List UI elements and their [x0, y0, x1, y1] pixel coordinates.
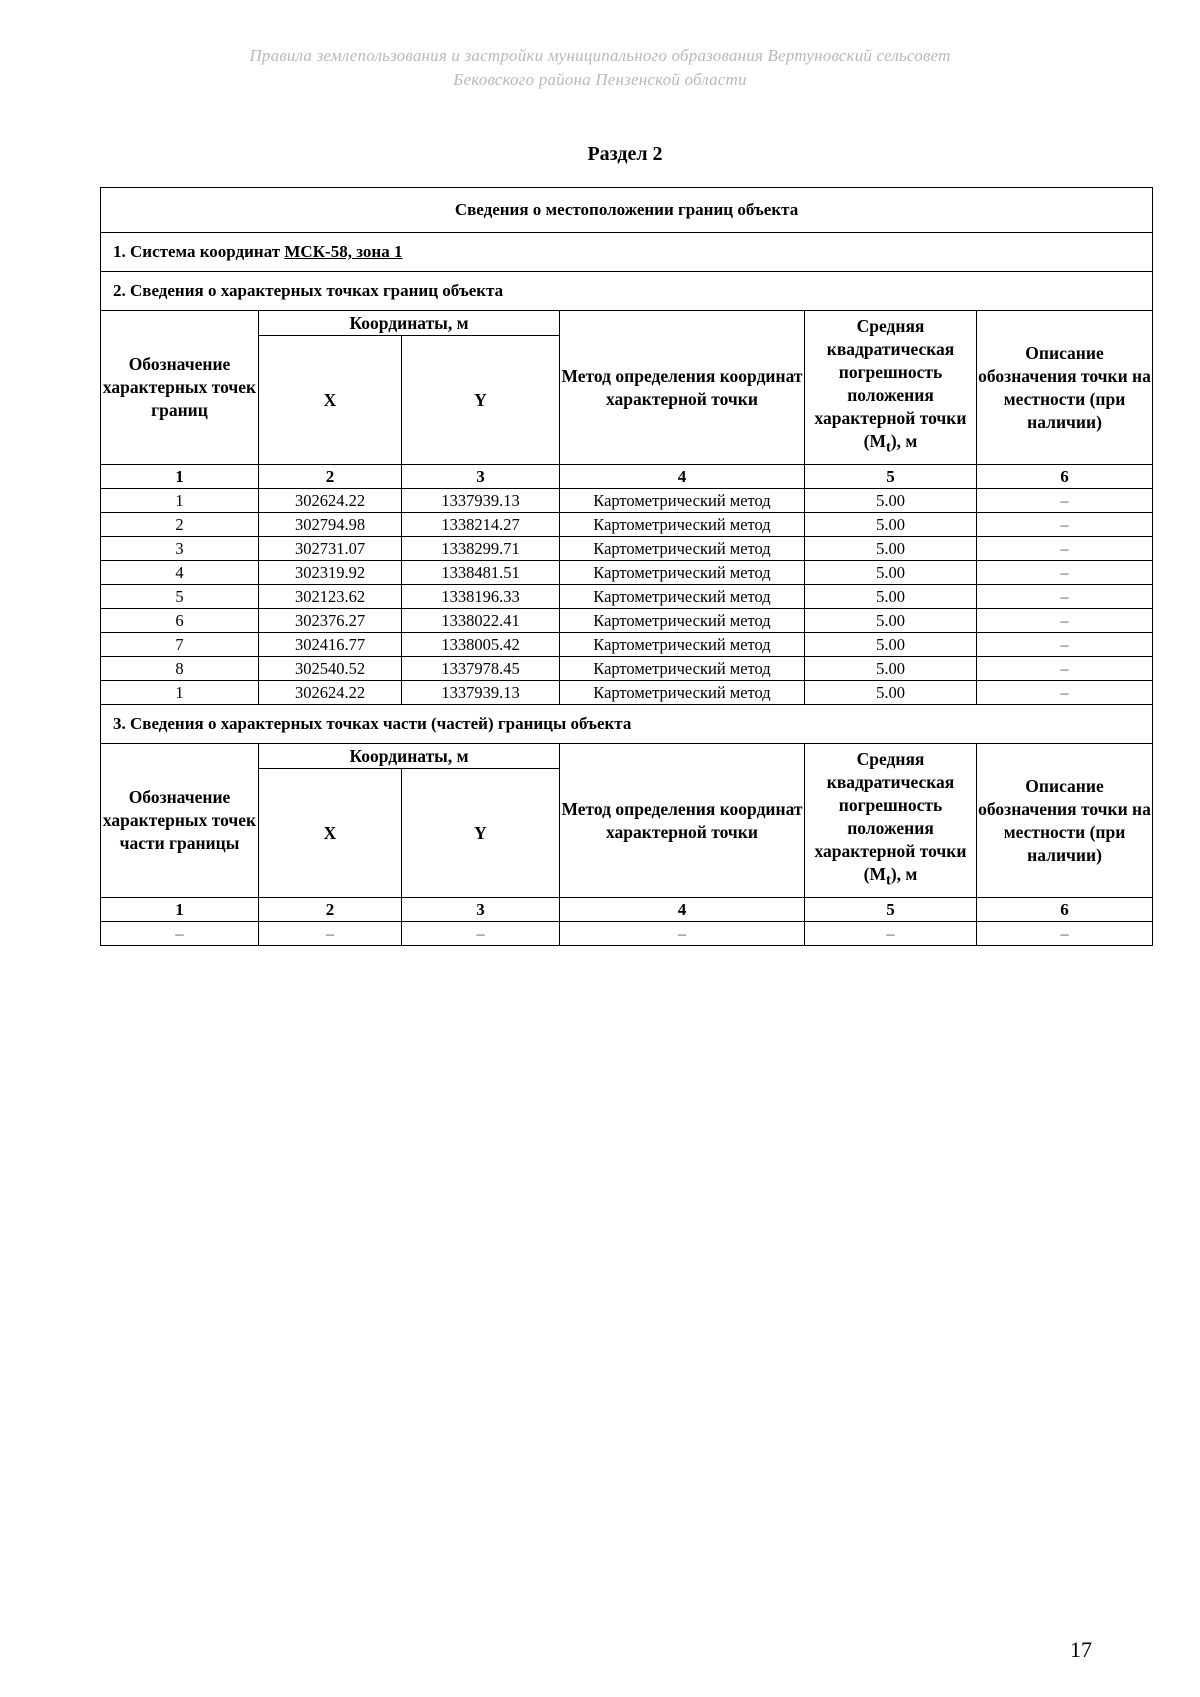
table-row [101, 609, 1153, 633]
table-row [101, 537, 1153, 561]
col-number: 4 [560, 898, 805, 922]
description: – [977, 633, 1153, 657]
description: – [977, 513, 1153, 537]
col-error-suffix: ), м [890, 864, 918, 885]
coord-x: – [259, 922, 402, 946]
col-error-sub: t [886, 872, 891, 889]
method: Картометрический метод [560, 585, 805, 609]
point-id: 2 [101, 513, 259, 537]
coord-y: 1338481.51 [402, 561, 560, 585]
col-description-header: Описание обозначения точки на местности (при наличии) [977, 744, 1153, 898]
method: Картометрический метод [560, 609, 805, 633]
col-designation-header: Обозначение характерных точек границ [101, 311, 259, 465]
col-number: 6 [977, 465, 1153, 489]
coord-x: 302319.92 [259, 561, 402, 585]
method: Картометрический метод [560, 657, 805, 681]
col-error-sub: t [886, 439, 891, 456]
error: 5.00 [805, 537, 977, 561]
col-coords-header: Координаты, м [259, 744, 560, 769]
coord-x: 302731.07 [259, 537, 402, 561]
table-row [101, 513, 1153, 537]
method: Картометрический метод [560, 633, 805, 657]
col-error-suffix: ), м [890, 431, 918, 452]
error: 5.00 [805, 585, 977, 609]
coord-x: 302794.98 [259, 513, 402, 537]
point-id: 1 [101, 489, 259, 513]
col-error-header [805, 311, 977, 465]
method: Картометрический метод [560, 681, 805, 705]
col-number: 3 [402, 898, 560, 922]
table-row [101, 561, 1153, 585]
col-error-header [805, 744, 977, 898]
table-row [101, 922, 1153, 946]
column-number-row [101, 465, 1153, 489]
coord-system-value: МСК-58, зона 1 [284, 242, 403, 261]
error: 5.00 [805, 513, 977, 537]
col-method-header: Метод определения координат характерной точки [560, 311, 805, 465]
coord-y: 1337978.45 [402, 657, 560, 681]
col-error-main: Средняя квадратическая погрешность положения характерной точки (M [814, 316, 967, 452]
description: – [977, 609, 1153, 633]
coord-x: 302624.22 [259, 489, 402, 513]
error: 5.00 [805, 609, 977, 633]
coord-x: 302624.22 [259, 681, 402, 705]
method: Картометрический метод [560, 561, 805, 585]
error: 5.00 [805, 681, 977, 705]
error: 5.00 [805, 489, 977, 513]
coord-y: 1337939.13 [402, 489, 560, 513]
col-description-header: Описание обозначения точки на местности (при наличии) [977, 311, 1153, 465]
coord-system-row [101, 233, 1153, 272]
col-y-header: Y [402, 336, 560, 465]
col-x-header: X [259, 769, 402, 898]
header-line-2: Бековского района Пензенской области [453, 70, 747, 89]
coord-system-prefix: 1. Система координат [113, 242, 281, 261]
error: 5.00 [805, 561, 977, 585]
col-number: 2 [259, 465, 402, 489]
coord-x: 302416.77 [259, 633, 402, 657]
header-line-1: Правила землепользования и застройки муниципального образования Вертуновский сельсовет [249, 46, 951, 65]
description: – [977, 489, 1153, 513]
table-row [101, 489, 1153, 513]
coord-x: 302376.27 [259, 609, 402, 633]
boundary-table [100, 187, 1153, 946]
point-id: 1 [101, 681, 259, 705]
method: Картометрический метод [560, 537, 805, 561]
table-row [101, 633, 1153, 657]
error: 5.00 [805, 633, 977, 657]
point-id: 4 [101, 561, 259, 585]
error: 5.00 [805, 657, 977, 681]
col-number: 6 [977, 898, 1153, 922]
description: – [977, 657, 1153, 681]
coord-x: 302123.62 [259, 585, 402, 609]
section-3-title: 3. Сведения о характерных точках части (частей) границы объекта [101, 705, 1153, 744]
page-number: 17 [1070, 1637, 1092, 1662]
coord-y: 1338022.41 [402, 609, 560, 633]
page-header [0, 44, 1200, 92]
point-id: 8 [101, 657, 259, 681]
col-method-header: Метод определения координат характерной точки [560, 744, 805, 898]
section-title: Раздел 2 [587, 143, 663, 165]
col-x-header: X [259, 336, 402, 465]
coord-x: 302540.52 [259, 657, 402, 681]
col-number: 2 [259, 898, 402, 922]
table-row [101, 657, 1153, 681]
col-error-main: Средняя квадратическая погрешность положения характерной точки (M [814, 749, 967, 885]
description: – [977, 681, 1153, 705]
description: – [977, 585, 1153, 609]
table-row [101, 585, 1153, 609]
method: – [560, 922, 805, 946]
point-id: 3 [101, 537, 259, 561]
point-id: 5 [101, 585, 259, 609]
col-number: 4 [560, 465, 805, 489]
col-number: 5 [805, 898, 977, 922]
table-row [101, 681, 1153, 705]
method: Картометрический метод [560, 513, 805, 537]
point-id: – [101, 922, 259, 946]
col-designation-part-header: Обозначение характерных точек части границы [101, 744, 259, 898]
col-number: 5 [805, 465, 977, 489]
description: – [977, 922, 1153, 946]
coord-y: 1338214.27 [402, 513, 560, 537]
method: Картометрический метод [560, 489, 805, 513]
coord-y: 1338299.71 [402, 537, 560, 561]
point-id: 7 [101, 633, 259, 657]
error: – [805, 922, 977, 946]
description: – [977, 561, 1153, 585]
col-number: 1 [101, 898, 259, 922]
description: – [977, 537, 1153, 561]
coord-y: – [402, 922, 560, 946]
col-number: 3 [402, 465, 560, 489]
point-id: 6 [101, 609, 259, 633]
table-title: Сведения о местоположении границ объекта [101, 188, 1153, 233]
col-y-header: Y [402, 769, 560, 898]
col-number: 1 [101, 465, 259, 489]
section-2-title: 2. Сведения о характерных точках границ объекта [101, 272, 1153, 311]
column-number-row [101, 898, 1153, 922]
coord-y: 1338005.42 [402, 633, 560, 657]
coord-y: 1337939.13 [402, 681, 560, 705]
coord-y: 1338196.33 [402, 585, 560, 609]
col-coords-header: Координаты, м [259, 311, 560, 336]
